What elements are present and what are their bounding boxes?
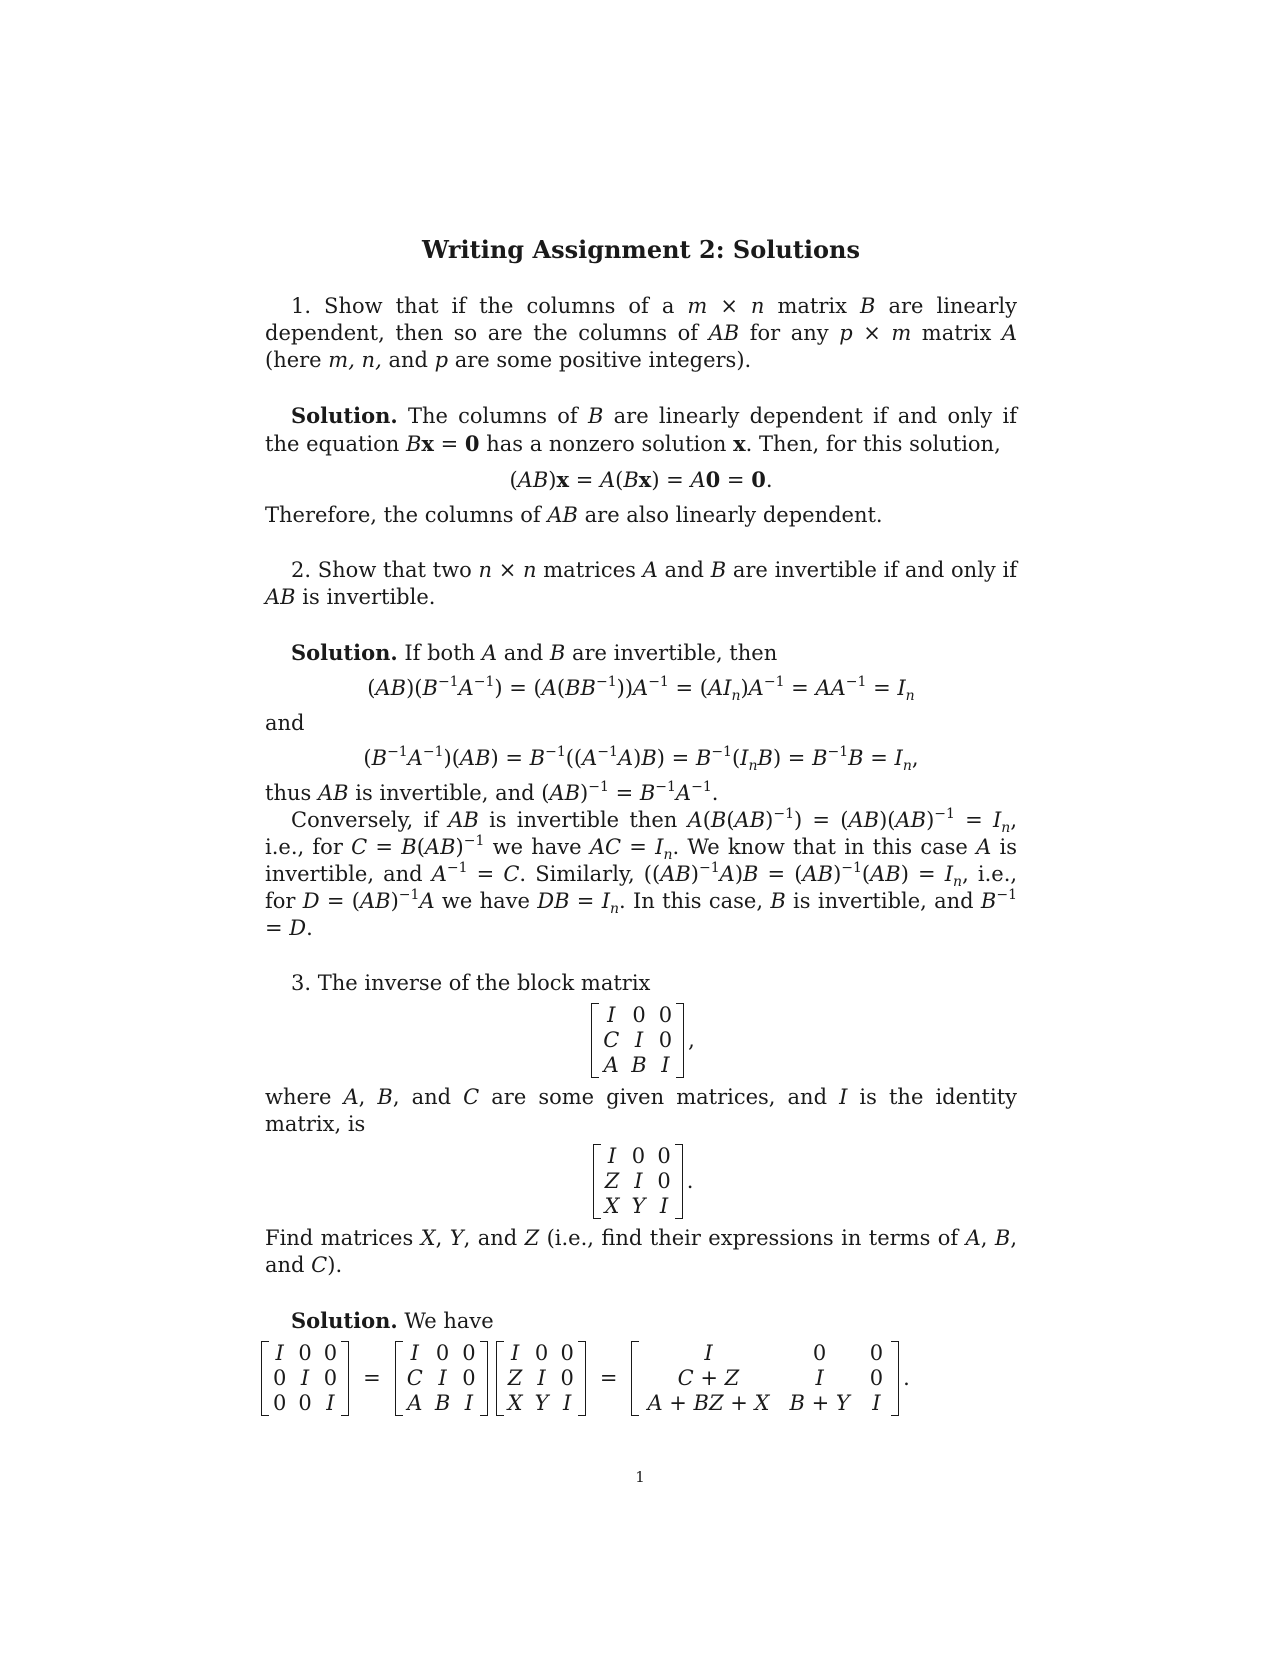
problem-3-intro: 3. The inverse of the block matrix [291, 971, 651, 995]
problem-1-statement: 1. Show that if the columns of a m × n matrix B are linearly dependent, then so are the columns of AB for any p × m matrix A (here m, n, and p are some positive integers). [265, 294, 1017, 372]
product-matrix: I 0 0 C + Z I 0 A + BZ + X B + Y I [631, 1341, 899, 1416]
problem-3-find: Find matrices X, Y, and Z (i.e., find their expressions in terms of A, B, and C). [265, 1226, 1017, 1277]
and-word: and [265, 711, 305, 735]
inverse-matrix-copy: I 0 0 Z I 0 X Y I [496, 1341, 586, 1416]
identity-matrix: I 0 0 0 I 0 0 0 I [261, 1341, 349, 1416]
equation-1: (AB)x = A(Bx) = A0 = 0. [509, 467, 773, 492]
block-matrix-copy: I 0 0 C I 0 A B I [395, 1341, 488, 1416]
problem-1-solution: Solution. The columns of B are linearly dependent if and only if the equation Bx = 0 has a nonzero solution x. Then, for this solution, [265, 403, 1017, 456]
inverse-matrix: I 0 0 Z I 0 X Y I [593, 1144, 683, 1219]
document-page [265, 236, 1017, 1422]
solution-equation: I 0 0 0 I 0 0 0 I = I 0 0 C I 0 A B I I 0 0 Z I 0 X Y I = I 0 0 C + Z I 0 A + BZ + X B + Y I . [257, 1341, 1017, 1416]
problem-2-thus: thus AB is invertible, and $(AB)^{-1} = B^{-1}A^{-1}$. [265, 779, 719, 805]
page-title: Writing Assignment 2: Solutions [422, 235, 860, 264]
block-matrix: I 0 0 C I 0 A B I [591, 1003, 684, 1078]
inverse-matrix-display: I 0 0 Z I 0 X Y I . [265, 1144, 1017, 1219]
problem-1-conclusion: Therefore, the columns of AB are also linearly dependent. [265, 503, 883, 527]
problem-3-where: where A, B, and C are some given matrices, and I is the identity matrix, is [265, 1085, 1018, 1136]
problem-2-statement: 2. Show that two n × n matrices A and B are invertible if and only if AB is invertible. [265, 558, 1017, 609]
page-number: 1 [635, 1468, 645, 1486]
block-matrix-display: I 0 0 C I 0 A B I , [265, 1003, 1017, 1078]
problem-3-solution: Solution. We have [291, 1308, 494, 1333]
equation-2a: $(AB)(B^{-1}A^{-1}) = (A(BB^{-1}))A^{-1} = (AI_n)A^{-1} = AA^{-1} = I_n$ [367, 674, 915, 705]
problem-2-converse: Conversely, if AB is invertible then $A(B(AB)^{-1}) = (AB)(AB)^{-1} = I_n$, i.e., for C = B(AB)$^{-1}$ we have AC = $I_n$. We know that in this case A is invertible, and $A^{-1} = C$. Similarly, $((AB)^{-1}A)B = (AB)^{-1}(AB) = I_n$, i.e., for D = (AB)$^{-1}$A we have DB = $I_n$. In this case, B is invertible, and $B^{-1} = D$. [265, 806, 1018, 940]
problem-2-solution-intro: Solution. If both A and B are invertible, then [291, 640, 778, 665]
equation-2b: $(B^{-1}A^{-1})(AB) = B^{-1}((A^{-1}A)B) = B^{-1}(I_nB) = B^{-1}B = I_n$, [363, 744, 919, 775]
